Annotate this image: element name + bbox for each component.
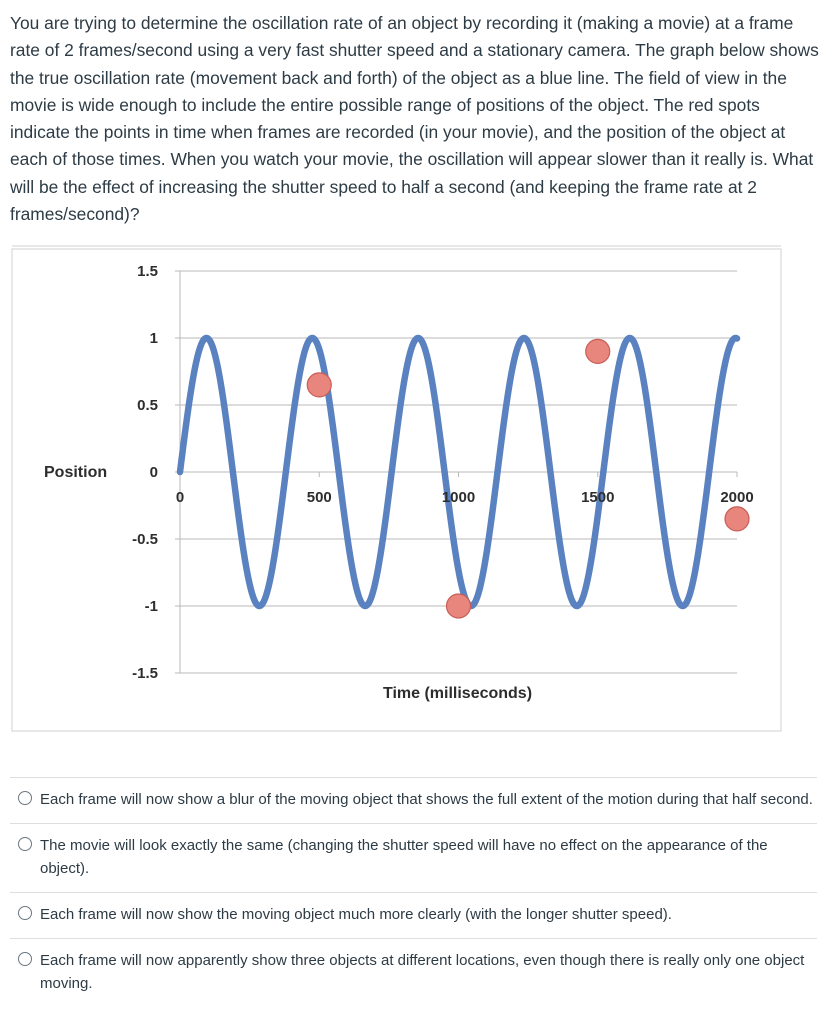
- x-tick-label: 1500: [581, 489, 615, 506]
- y-axis-title: Position: [44, 464, 108, 481]
- y-tick-label: 1.5: [137, 263, 158, 280]
- x-tick-label: 500: [306, 489, 332, 506]
- frame-sample-point: [307, 373, 331, 397]
- radio-button[interactable]: [18, 906, 32, 920]
- radio-button[interactable]: [18, 837, 32, 851]
- question-text: You are trying to determine the oscillation rate of an object by recording it (making a movie) at a frame rate of 2 frames/second using a very fast shutter speed and a stationary camera. The graph below shows the true oscillation rate (movement back and forth) of the object as a blue line. The field of view in the movie is wide enough to include the entire possible range of positions of the object. The red spots indicate the points in time when frames are recorded (in your movie), and the position of the object at each of those times. When you watch your movie, the oscillation will appear slower than it really is. What will be the effect of increasing the shutter speed to half a second (and keeping the frame rate at 2 frames/second)?: [10, 13, 819, 225]
- y-tick-label: -1.5: [132, 665, 158, 682]
- radio-button[interactable]: [18, 952, 32, 966]
- y-tick-label: -0.5: [132, 531, 158, 548]
- x-tick-label: 0: [175, 489, 185, 506]
- frame-sample-point: [725, 507, 749, 531]
- radio-button[interactable]: [18, 791, 32, 805]
- answer-option-3[interactable]: [10, 892, 817, 938]
- answer-label: Each frame will now show a blur of the moving object that shows the full extent of the motion during that half second.: [40, 791, 813, 808]
- y-tick-label: 1: [149, 330, 158, 347]
- chart-svg: [10, 243, 784, 735]
- answer-option-1[interactable]: [10, 777, 817, 823]
- y-tick-label: 0.5: [137, 397, 158, 414]
- y-tick-label: -1: [144, 598, 158, 615]
- answer-list: [10, 777, 817, 1007]
- answer-label: The movie will look exactly the same (changing the shutter speed will have no effect on the appearance of the object).: [40, 837, 768, 877]
- answer-label: Each frame will now apparently show three objects at different locations, even though there is really only one object moving.: [40, 952, 805, 992]
- answer-option-2[interactable]: [10, 823, 817, 892]
- chart: [10, 243, 784, 735]
- answer-label: Each frame will now show the moving object much more clearly (with the longer shutter speed).: [40, 906, 672, 923]
- frame-sample-point: [586, 339, 610, 363]
- answer-option-4[interactable]: [10, 938, 817, 1007]
- x-tick-label: 1000: [441, 489, 476, 506]
- x-tick-label: 2000: [720, 489, 754, 506]
- frame-sample-point: [447, 594, 471, 618]
- x-axis-title: Time (milliseconds): [382, 685, 533, 702]
- y-tick-label: 0: [149, 464, 158, 481]
- chart-frame: [12, 249, 781, 731]
